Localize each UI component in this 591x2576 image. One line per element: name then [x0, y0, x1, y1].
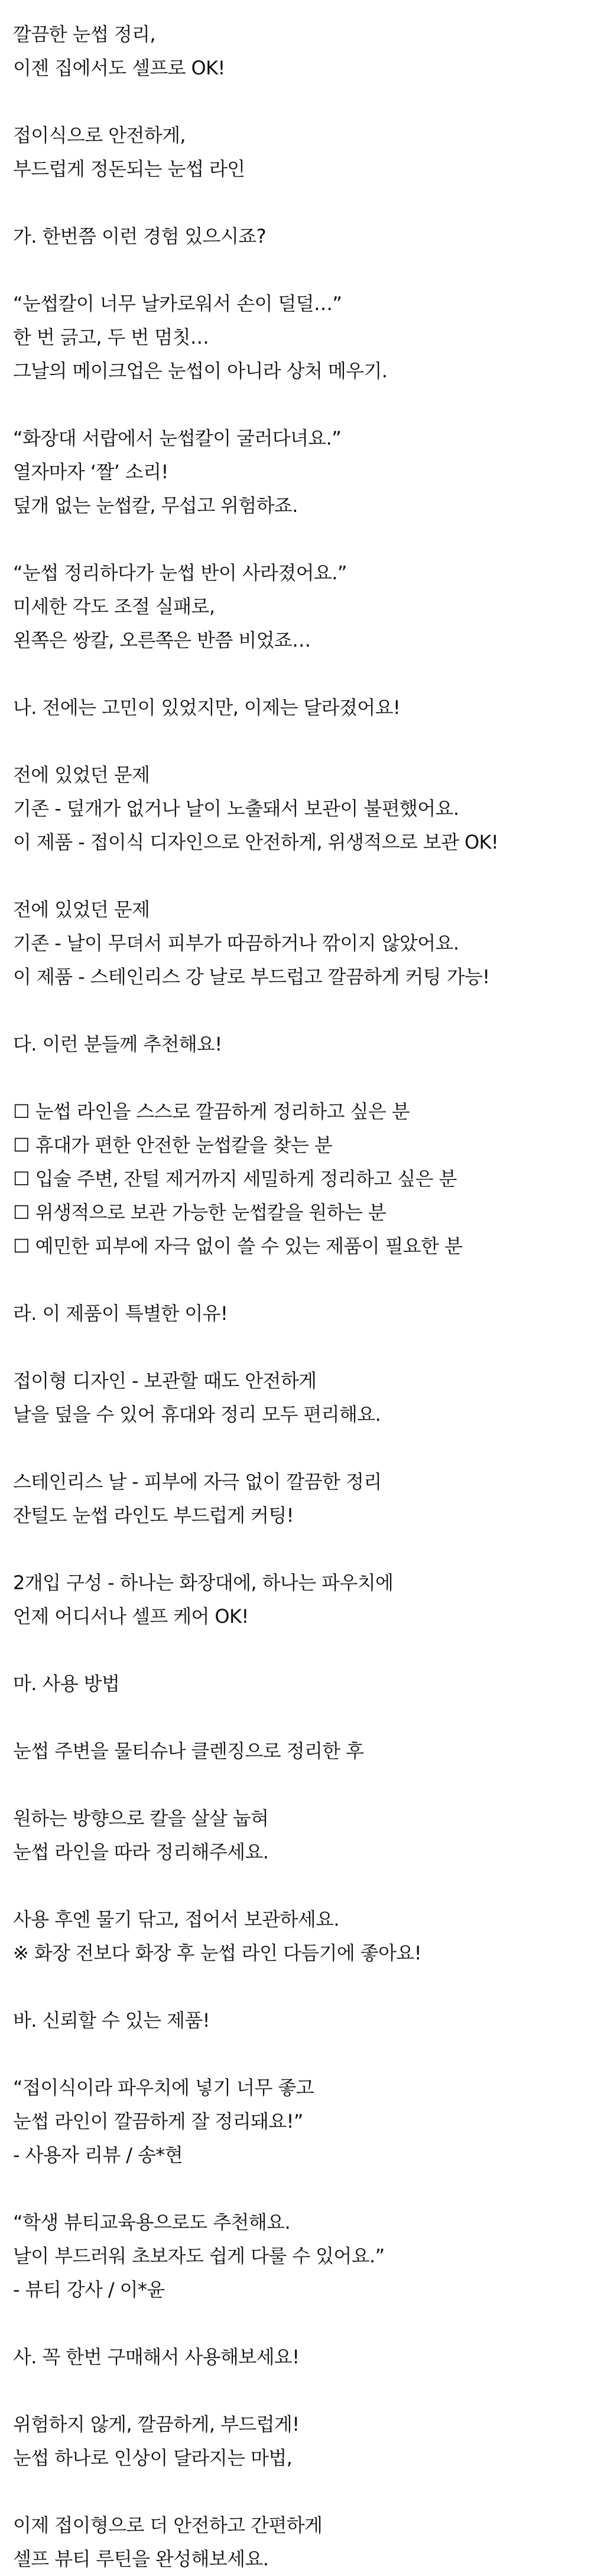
text-line: 눈썹 라인이 깔끔하게 잘 정리돼요!”: [13, 2110, 303, 2132]
text-line: ☐ 눈썹 라인을 스스로 깔끔하게 정리하고 싶은 분: [13, 1100, 410, 1123]
blank-line: [13, 388, 580, 422]
text-line: 부드럽게 정돈되는 눈썹 라인: [13, 158, 245, 180]
text-line: 날을 덮을 수 있어 휴대와 정리 모두 편리해요.: [13, 1403, 381, 1426]
text-line: - 사용자 리뷰 / 송*현: [13, 2144, 183, 2166]
text-line: 이 제품 - 스테인리스 강 날로 부드럽고 깔끔하게 커팅 가능!: [13, 966, 490, 988]
text-line: - 뷰티 강사 / 이*윤: [13, 2278, 165, 2301]
text-line: 바. 신뢰할 수 있는 제품!: [13, 2009, 210, 2032]
text-line: 다. 이런 분들께 추천해요!: [13, 1033, 222, 1055]
text-line: ☐ 입술 주변, 잔털 제거까지 세밀하게 정리하고 싶은 분: [13, 1168, 457, 1190]
text-line: 잔털도 눈썹 라인도 부드럽게 커팅!: [13, 1504, 294, 1527]
text-line: ☐ 예민한 피부에 자극 없이 쓸 수 있는 제품이 필요한 분: [13, 1235, 463, 1257]
text-line: 열자마자 ‘짤’ 소리!: [13, 461, 168, 483]
blank-line: [13, 523, 580, 556]
blank-line: [13, 994, 580, 1028]
text-line: 깔끔한 눈썹 정리,: [13, 23, 155, 45]
text-line: 날이 부드러워 초보자도 쉽게 다룰 수 있어요.”: [13, 2245, 385, 2267]
blank-line: [13, 2037, 580, 2071]
text-line: “눈썹 정리하다가 눈썹 반이 사라졌어요.”: [13, 562, 347, 584]
text-line: 언제 어디서나 셀프 케어 OK!: [13, 1605, 249, 1628]
text-line: 사용 후엔 물기 닦고, 접어서 보관하세요.: [13, 1908, 339, 1931]
blank-line: [13, 1061, 580, 1095]
product-description-document: [13, 18, 580, 2576]
text-line: 마. 사용 방법: [13, 1672, 120, 1695]
text-line: 스테인리스 날 - 피부에 자극 없이 깔끔한 정리: [13, 1470, 382, 1493]
text-line: 접이식으로 안전하게,: [13, 124, 186, 146]
text-line: 눈썹 하나로 인상이 달라지는 마법,: [13, 2447, 293, 2469]
text-line: 기존 - 덮개가 없거나 날이 노출돼서 보관이 불편했어요.: [13, 797, 459, 820]
blank-line: [13, 1768, 580, 1802]
text-line: 한 번 긁고, 두 번 멈칫…: [13, 326, 209, 348]
text-line: 2개입 구성 - 하나는 화장대에, 하나는 파우치에: [13, 1571, 394, 1594]
text-line: 눈썹 주변을 물티슈나 클렌징으로 정리한 후: [13, 1740, 364, 1762]
blank-line: [13, 253, 580, 287]
text-line: “접이식이라 파우치에 넣기 너무 좋고: [13, 2076, 314, 2099]
blank-line: [13, 2172, 580, 2206]
text-line: 이제 접이형으로 더 안전하고 간편하게: [13, 2514, 323, 2536]
text-line: “학생 뷰티교육용으로도 추천해요.: [13, 2211, 291, 2233]
text-line: 가. 한번쯤 이런 경험 있으시죠?: [13, 225, 266, 247]
blank-line: [13, 2374, 580, 2408]
blank-line: [13, 725, 580, 758]
text-line: 전에 있었던 문제: [13, 898, 150, 921]
text-line: 왼쪽은 쌍칼, 오른쪽은 반쯤 비었죠…: [13, 629, 311, 651]
text-line: 눈썹 라인을 따라 정리해주세요.: [13, 1841, 269, 1863]
text-line: 사. 꼭 한번 구매해서 사용해보세요!: [13, 2346, 300, 2368]
blank-line: [13, 1532, 580, 1566]
blank-line: [13, 1701, 580, 1734]
text-line: ※ 화장 전보다 화장 후 눈썹 라인 다듬기에 좋아요!: [13, 1942, 421, 1964]
blank-line: [13, 1263, 580, 1297]
text-line: 이젠 집에서도 셀프로 OK!: [13, 57, 225, 79]
blank-line: [13, 2307, 580, 2340]
text-line: 미세한 각도 조절 실패로,: [13, 595, 215, 618]
text-line: “화장대 서랍에서 눈썹칼이 굴러다녀요.”: [13, 427, 342, 449]
text-line: 라. 이 제품이 특별한 이유!: [13, 1302, 228, 1325]
text-line: 그날의 메이크업은 눈썹이 아니라 상처 메우기.: [13, 360, 388, 382]
blank-line: [13, 186, 580, 220]
text-line: 이 제품 - 접이식 디자인으로 안전하게, 위생적으로 보관 OK!: [13, 831, 499, 853]
text-line: 위험하지 않게, 깔끔하게, 부드럽게!: [13, 2413, 300, 2435]
text-line: 접이형 디자인 - 보관할 때도 안전하게: [13, 1369, 317, 1392]
text-line: ☐ 휴대가 편한 안전한 눈썹칼을 찾는 분: [13, 1134, 333, 1156]
blank-line: [13, 1970, 580, 2004]
blank-line: [13, 1331, 580, 1364]
text-line: 덮개 없는 눈썹칼, 무섭고 위험하죠.: [13, 494, 298, 517]
blank-line: [13, 1633, 580, 1667]
text-line: “눈썹칼이 너무 날카로워서 손이 덜덜…”: [13, 292, 342, 315]
text-line: 셀프 뷰티 루틴을 완성해보세요.: [13, 2548, 269, 2570]
text-line: 전에 있었던 문제: [13, 764, 150, 786]
blank-line: [13, 1869, 580, 1903]
blank-line: [13, 657, 580, 691]
blank-line: [13, 859, 580, 893]
blank-line: [13, 2475, 580, 2509]
text-line: 기존 - 날이 무뎌서 피부가 따끔하거나 깎이지 않았어요.: [13, 932, 459, 954]
text-line: ☐ 위생적으로 보관 가능한 눈썹칼을 원하는 분: [13, 1201, 387, 1224]
text-line: 나. 전에는 고민이 있었지만, 이제는 달라졌어요!: [13, 696, 401, 719]
blank-line: [13, 1432, 580, 1465]
blank-line: [13, 85, 580, 119]
text-line: 원하는 방향으로 칼을 살살 눕혀: [13, 1807, 269, 1830]
